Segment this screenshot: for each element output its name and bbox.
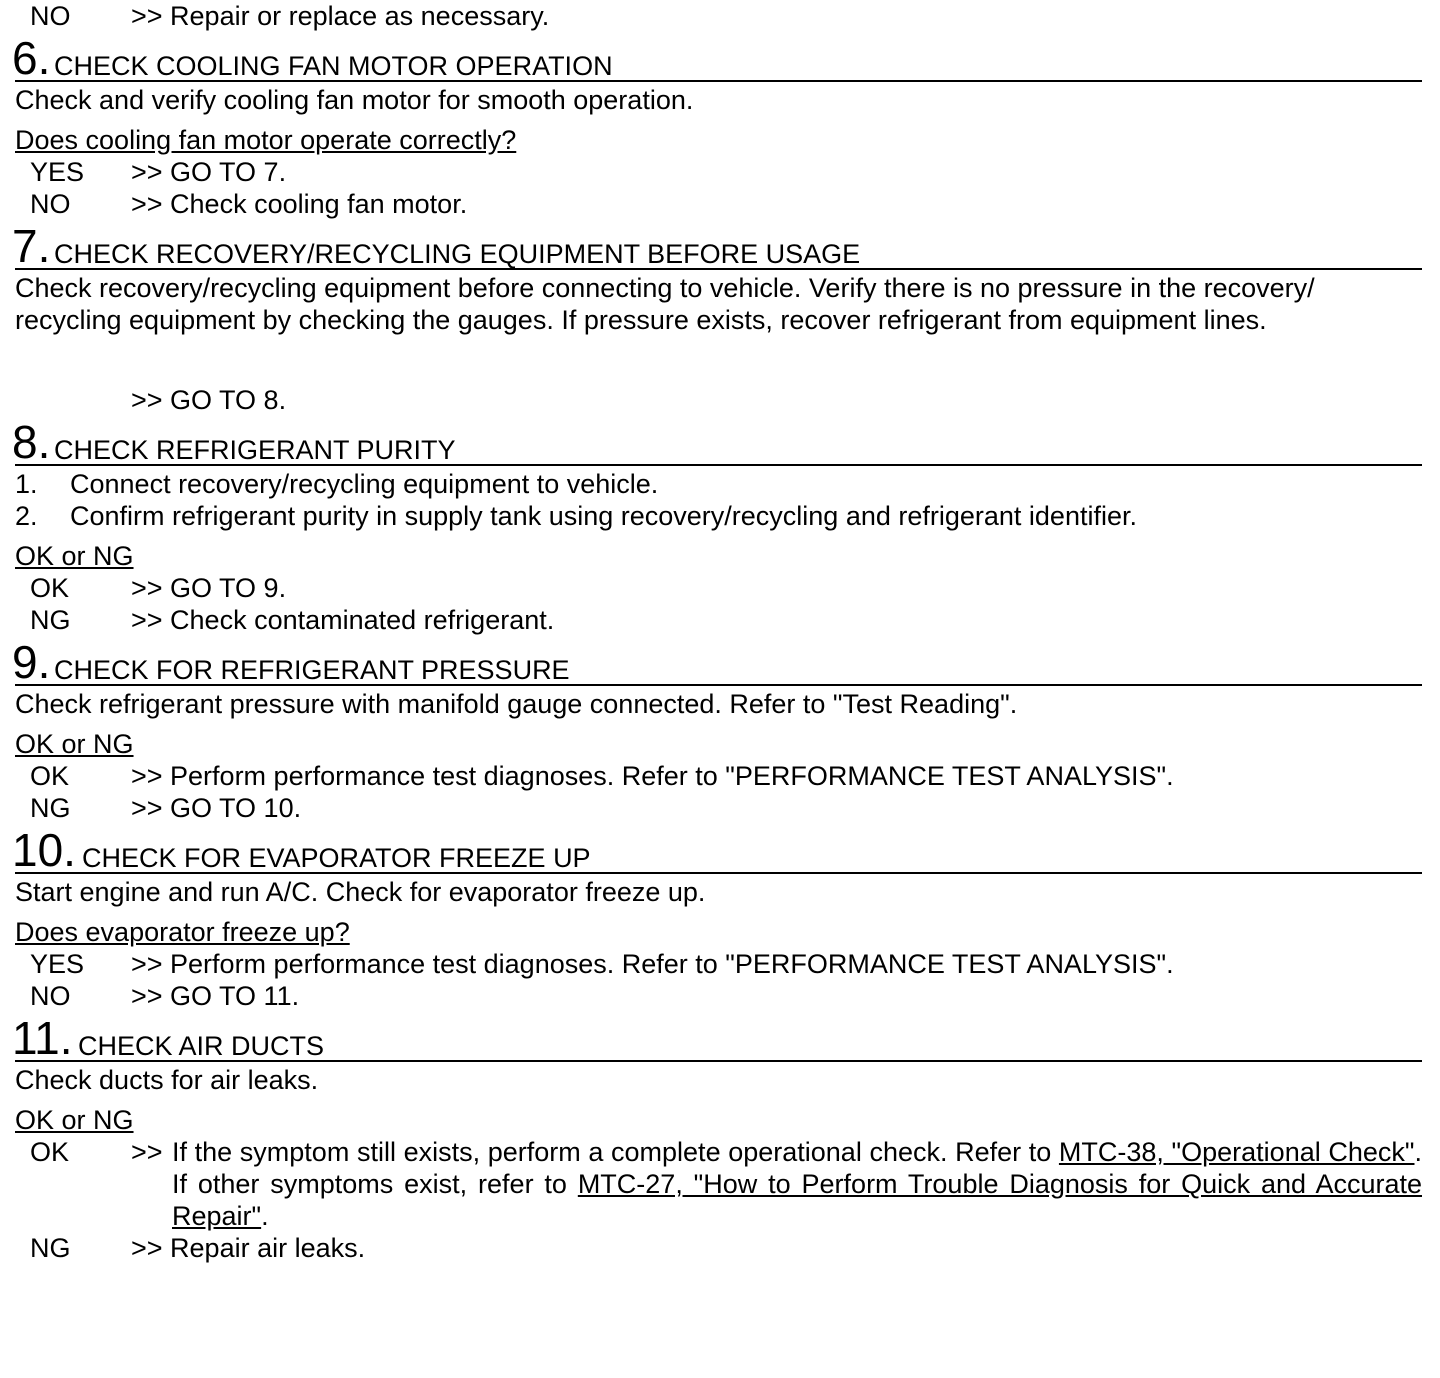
step-title: CHECK FOR EVAPORATOR FREEZE UP — [82, 843, 591, 873]
step-instruction: Check ducts for air leaks. — [15, 1065, 319, 1095]
step-number: 8. — [12, 416, 51, 468]
result-text: >> GO TO 9. — [131, 573, 287, 603]
result-row — [15, 980, 1422, 1012]
result-key: OK — [30, 761, 70, 791]
result-row — [15, 0, 1422, 32]
result-row — [15, 188, 1422, 220]
step-heading — [12, 220, 1422, 272]
instruction-line: Check recovery/recycling equipment before connecting to vehicle. Verify there is no pressure in the recovery/ — [15, 273, 1315, 303]
step-instruction — [15, 272, 1422, 336]
step-heading — [12, 416, 1422, 468]
result-row — [15, 572, 1422, 604]
result-key: NO — [30, 189, 71, 219]
step-heading — [12, 1012, 1422, 1064]
result-row — [15, 156, 1422, 188]
list-item — [15, 500, 1422, 532]
result-row — [15, 604, 1422, 636]
result-text-part: . — [261, 1201, 269, 1231]
result-key: NG — [30, 1233, 71, 1263]
result-row — [15, 1232, 1422, 1264]
step-number: 11. — [12, 1012, 73, 1064]
step-instruction: Check refrigerant pressure with manifold gauge connected. Refer to "Test Reading". — [15, 689, 1018, 719]
step-number: 6. — [12, 32, 51, 84]
result-key: NG — [30, 793, 71, 823]
result-key: YES — [30, 949, 85, 979]
result-text: >> Repair or replace as necessary. — [131, 1, 550, 31]
result-text: >> GO TO 11. — [131, 981, 300, 1011]
step-title: CHECK FOR REFRIGERANT PRESSURE — [54, 655, 570, 685]
step-question: OK or NG — [15, 541, 134, 571]
result-text: >> GO TO 8. — [131, 385, 287, 415]
step-heading — [12, 32, 1422, 84]
step-title: CHECK COOLING FAN MOTOR OPERATION — [54, 51, 613, 81]
step-heading — [12, 824, 1422, 876]
result-key: OK — [30, 573, 70, 603]
result-text: >> Perform performance test diagnoses. Refer to "PERFORMANCE TEST ANALYSIS". — [131, 761, 1174, 791]
step-question: OK or NG — [15, 1105, 134, 1135]
operational-check-link[interactable]: MTC-38, "Operational Check" — [1058, 1137, 1415, 1167]
list-item-number: 1. — [15, 469, 38, 499]
result-key: OK — [30, 1137, 70, 1167]
result-text: >> Check cooling fan motor. — [131, 189, 468, 219]
step-question: OK or NG — [15, 729, 134, 759]
result-row — [15, 760, 1422, 792]
result-text — [172, 1136, 1422, 1232]
step-question: Does cooling fan motor operate correctly? — [15, 125, 517, 155]
step-title: CHECK RECOVERY/RECYCLING EQUIPMENT BEFORE USAGE — [54, 239, 861, 269]
list-item-number: 2. — [15, 501, 38, 531]
step-title: CHECK AIR DUCTS — [78, 1031, 325, 1061]
numbered-list — [15, 468, 1422, 532]
step-number: 9. — [12, 636, 51, 688]
list-item — [15, 468, 1422, 500]
trouble-diagnosis-link[interactable]: MTC-27, "How to Perform Trouble Diagnosis for Quick and Accurate Repair" — [172, 1169, 1422, 1231]
list-item-text: Connect recovery/recycling equipment to vehicle. — [70, 469, 659, 499]
result-text: >> Repair air leaks. — [131, 1233, 366, 1263]
step-instruction: Check and verify cooling fan motor for smooth operation. — [15, 85, 694, 115]
step-number: 10. — [12, 824, 76, 876]
step-number: 7. — [12, 220, 51, 272]
result-text: >> GO TO 7. — [131, 157, 287, 187]
document-page — [12, 0, 1422, 1264]
result-row — [15, 384, 1422, 416]
result-text: >> Check contaminated refrigerant. — [131, 605, 555, 635]
result-row — [15, 792, 1422, 824]
result-key: YES — [30, 157, 85, 187]
result-key: NO — [30, 981, 71, 1011]
result-text: >> GO TO 10. — [131, 793, 302, 823]
result-text: >> Perform performance test diagnoses. Refer to "PERFORMANCE TEST ANALYSIS". — [131, 949, 1174, 979]
result-key: NG — [30, 605, 71, 635]
result-arrow: >> — [131, 1137, 163, 1167]
result-key: NO — [30, 1, 71, 31]
step-heading — [12, 636, 1422, 688]
instruction-line: recycling equipment by checking the gauges. If pressure exists, recover refrigerant from equipment lines. — [15, 305, 1267, 335]
result-text-part: . If other symptoms exist, refer to — [172, 1137, 1422, 1199]
step-question: Does evaporator freeze up? — [15, 917, 350, 947]
result-row — [15, 948, 1422, 980]
step-instruction: Start engine and run A/C. Check for evaporator freeze up. — [15, 877, 706, 907]
step-title: CHECK REFRIGERANT PURITY — [54, 435, 456, 465]
list-item-text: Confirm refrigerant purity in supply tank using recovery/recycling and refrigerant identifier. — [70, 501, 1137, 531]
result-row — [15, 1136, 1422, 1232]
result-text-part: If the symptom still exists, perform a complete operational check. Refer to — [172, 1137, 1059, 1167]
